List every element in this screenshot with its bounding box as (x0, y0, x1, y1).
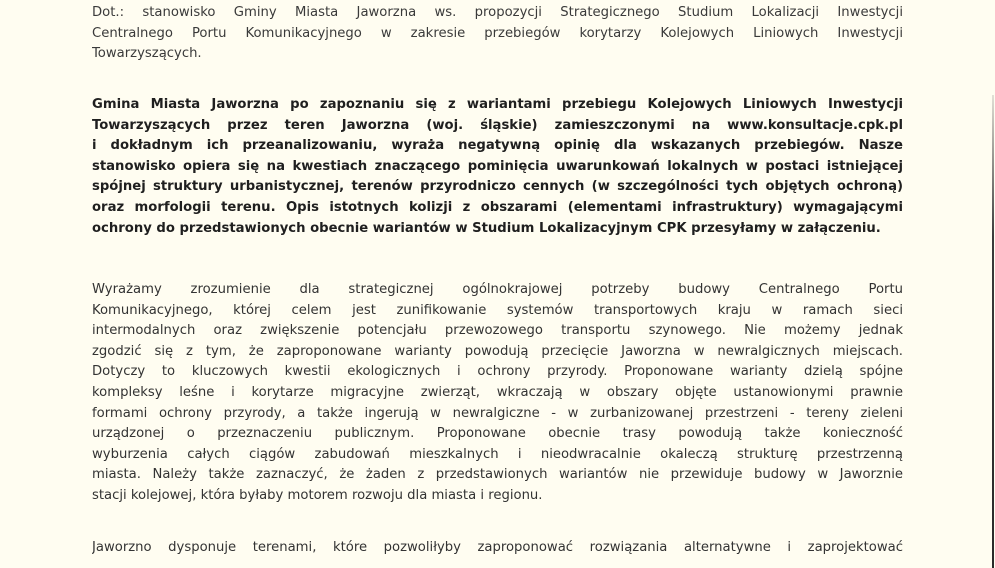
text-line: Dotyczy to kluczowych kwestii ekologicznych i ochrony przyrody. Proponowane warianty dzielą spójne (92, 364, 903, 380)
text-line: wyburzenia całych ciągów zabudowań mieszkalnych i nieodwracalnie okaleczą strukturę przestrzenną (92, 446, 903, 462)
text-line: intermodalnych oraz zwiększenie potencjału przewozowego transportu szynowego. Nie możemy jednak (92, 323, 903, 339)
paragraph-position-statement (92, 95, 903, 239)
text-line: ochrony do przedstawionych obecnie wariantów w Studium Lokalizacyjnym CPK przesyłamy w załączeniu. (92, 220, 881, 236)
text-line: Towarzyszących przez teren Jaworzna (woj. śląskie) zamieszczonymi na www.konsultacje.cpk.pl (92, 117, 903, 133)
paragraph-alternatives (92, 538, 903, 559)
regarding-subject (92, 3, 903, 65)
text-line: i dokładnym ich przeanalizowaniu, wyraża negatywną opinię dla wskazanych przebiegów. Nasze (92, 138, 903, 154)
text-line: formami ochrony przyrody, a także ingerują w newralgiczne - w zurbanizowanej przestrzeni - tereny zieleni (92, 405, 903, 421)
text-line: miasta. Należy także zaznaczyć, że żaden z przedstawionych wariantów nie przewiduje budowy w Jaworznie (92, 467, 903, 483)
text-line: Gmina Miasta Jaworzna po zapoznaniu się z wariantami przebiegu Kolejowych Liniowych Inwestycji (92, 97, 903, 112)
text-line: stacji kolejowej, która byłaby motorem rozwoju dla miasta i regionu. (92, 487, 543, 503)
text-line: Towarzyszących. (92, 46, 202, 62)
text-line: Centralnego Portu Komunikacyjnego w zakresie przebiegów korytarzy Kolejowych Liniowych Inwestycji (92, 25, 903, 41)
text-line: oraz morfologii terenu. Opis istotnych kolizji z obszarami (elementami infrastruktury) wymagającymi (92, 199, 903, 215)
text-line: Wyrażamy zrozumienie dla strategicznej ogólnokrajowej potrzeby budowy Centralnego Portu (92, 282, 903, 297)
scan-edge-divider (992, 95, 994, 568)
text-line: stanowisko opiera się na kwestiach znaczącego pominięcia uwarunkowań lokalnych w postaci istniejącej (92, 158, 903, 174)
text-line: kompleksy leśne i korytarze migracyjne zwierząt, wkraczają w obszary objęte ustanowionymi prawnie (92, 384, 903, 400)
paragraph-understanding (92, 280, 903, 507)
text-line: zgodzić się z tym, że zaproponowane warianty powodują przecięcie Jaworzna w newralgicznych miejscach. (92, 343, 903, 359)
text-line: Komunikacyjnego, której celem jest zunifikowanie systemów transportowych kraju w ramach sieci (92, 302, 903, 318)
text-line: spójnej struktury urbanistycznej, terenów przyrodniczo cennych (w szczególności tych objętych ochroną) (92, 179, 903, 195)
text-line: urządzonej o przeznaczeniu publicznym. Proponowane obecnie trasy powodują także konieczność (92, 426, 903, 442)
text-line: Jaworzno dysponuje terenami, które pozwoliłyby zaproponować rozwiązania alternatywne i zaprojektować (92, 540, 903, 555)
text-line: Dot.: stanowisko Gminy Miasta Jaworzna ws. propozycji Strategicznego Studium Lokalizacji Inwestycji (92, 5, 903, 20)
